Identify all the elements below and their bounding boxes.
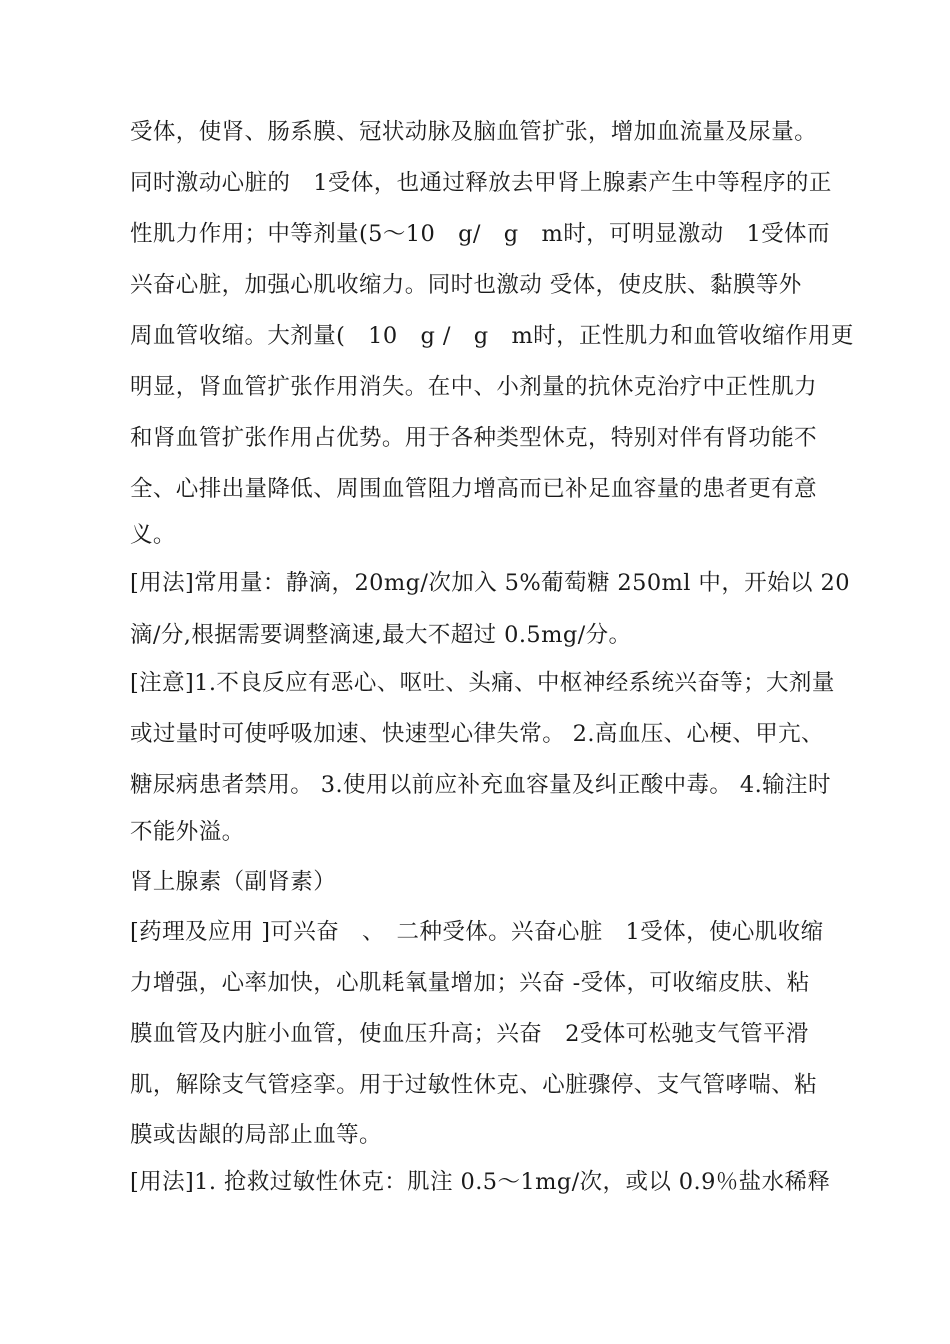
text-line-14: 糖尿病患者禁用。 3.使用以前应补充血容量及纠正酸中毒。 4.输注时 [130, 772, 831, 798]
text-line-5: 周血管收缩。大剂量( 10 g / g m时，正性肌力和血管收缩作用更 [130, 323, 854, 349]
text-line-6: 明显，肾血管扩张作用消失。在中、小剂量的抗休克治疗中正性肌力 [130, 374, 818, 400]
text-line-15: 不能外溢。 [130, 819, 245, 845]
text-line-21: 膜或齿龈的局部止血等。 [130, 1122, 382, 1148]
text-line-22: [用法]1. 抢救过敏性休克：肌注 0.5～1mg/次，或以 0.9％盐水稀释 [130, 1169, 831, 1195]
text-line-10: [用法]常用量：静滴，20mg/次加入 5%葡萄糖 250ml 中，开始以 20 [130, 570, 850, 596]
text-line-9: 义。 [130, 522, 176, 548]
text-line-4: 兴奋心脏，加强心肌收缩力。同时也激动 受体，使皮肤、黏膜等外 [130, 272, 802, 298]
text-line-17: [药理及应用 ]可兴奋 、 二种受体。兴奋心脏 1受体，使心肌收缩 [130, 919, 824, 945]
text-line-12: [注意]1.不良反应有恶心、呕吐、头痛、中枢神经系统兴奋等；大剂量 [130, 670, 835, 696]
text-line-1: 受体，使肾、肠系膜、冠状动脉及脑血管扩张，增加血流量及尿量。 [130, 119, 818, 145]
text-line-18: 力增强，心率加快，心肌耗氧量增加；兴奋 -受体，可收缩皮肤、粘 [130, 970, 810, 996]
text-line-19: 膜血管及内脏小血管，使血压升高；兴奋 2受体可松驰支气管平滑 [130, 1021, 809, 1047]
text-line-2: 同时激动心脏的 1受体，也通过释放去甲肾上腺素产生中等程序的正 [130, 170, 832, 196]
text-line-11: 滴/分,根据需要调整滴速,最大不超过 0.5mg/分。 [130, 622, 632, 648]
text-line-7: 和肾血管扩张作用占优势。用于各种类型休克，特别对伴有肾功能不 [130, 425, 818, 451]
text-line-13: 或过量时可使呼吸加速、快速型心律失常。 2.高血压、心梗、甲亢、 [130, 721, 824, 747]
section-heading: 肾上腺素（副肾素） [130, 869, 337, 895]
text-line-3: 性肌力作用；中等剂量(5～10 g/ g m时，可明显激动 1受体而 [130, 221, 830, 247]
text-line-8: 全、心排出量降低、周围血管阻力增高而已补足血容量的患者更有意 [130, 476, 818, 502]
text-line-20: 肌，解除支气管痉挛。用于过敏性休克、心脏骤停、支气管哮喘、粘 [130, 1072, 818, 1098]
